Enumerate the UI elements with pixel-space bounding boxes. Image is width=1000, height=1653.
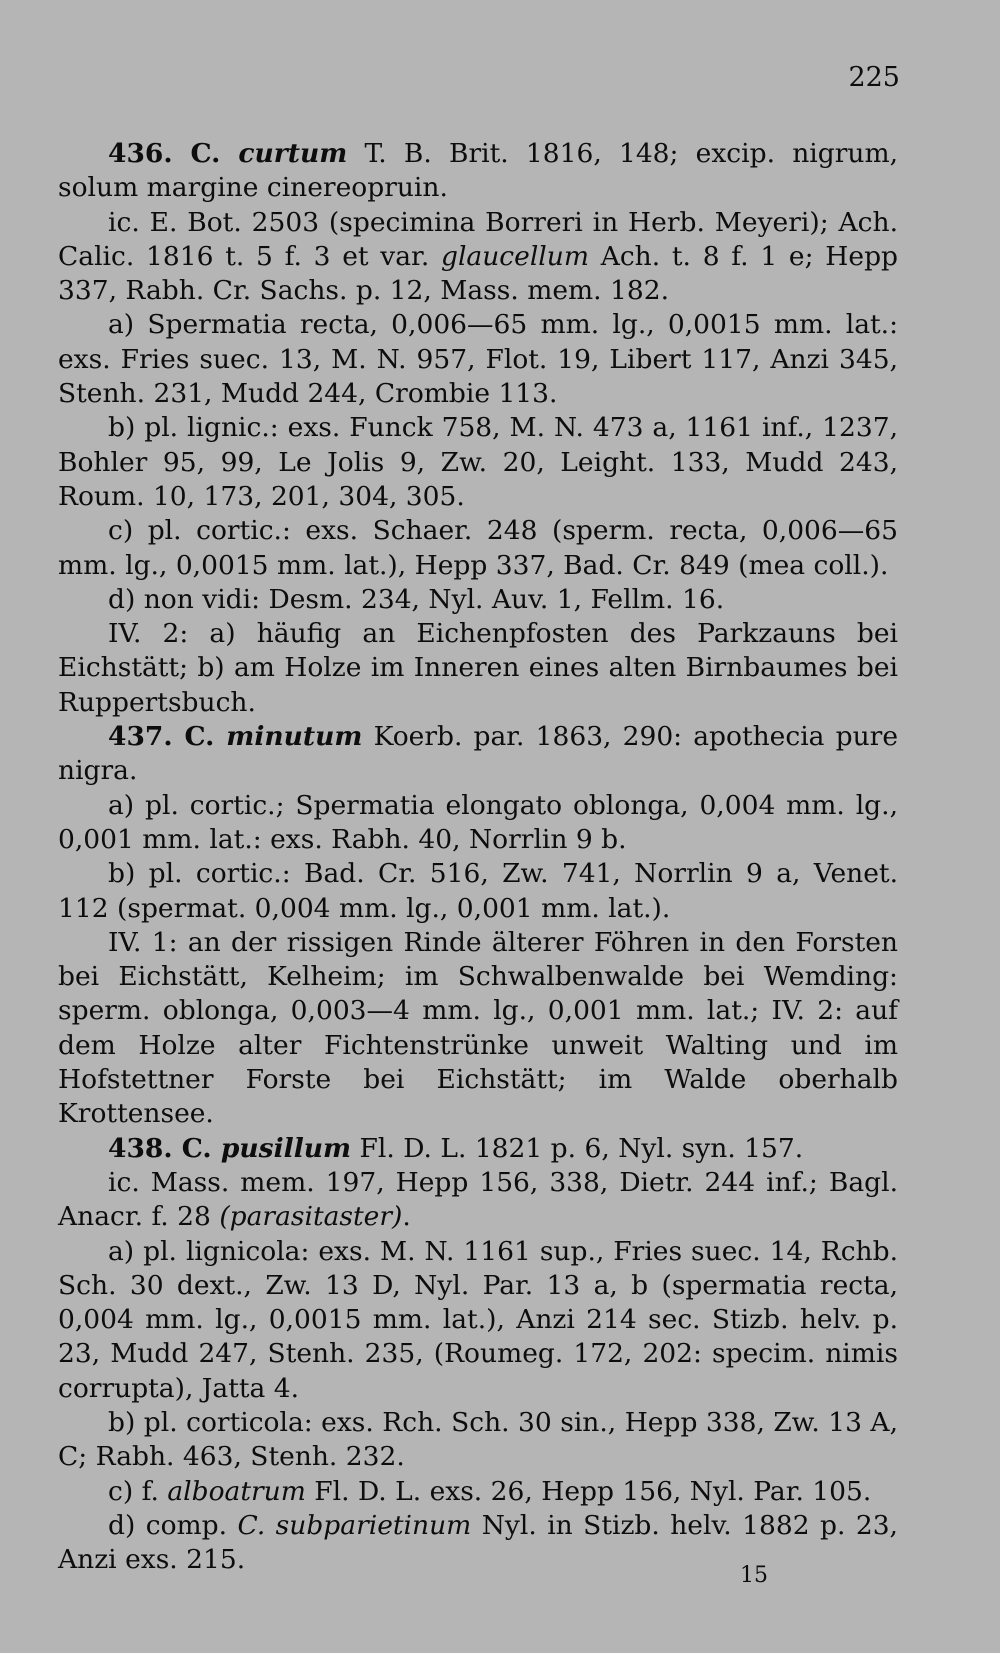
text-run: Koerb. par. 1863, 290: apothecia pure nigra. [58, 721, 898, 787]
text-run: a) Spermatia recta, 0,006—65 mm. lg., 0,0015 mm. lat.: exs. Fries suec. 13, M. N. 957, Flot. 19, Libert 117, Anzi 345, Stenh. 231, Mudd 244, Crombie 113. [58, 309, 898, 410]
text-run: ic. E. Bot. 2503 (specimina Borreri in Herb. Meyeri); Ach. Calic. 1816 t. 5 f. 3 et var. [58, 206, 898, 272]
paragraph [58, 1166, 898, 1235]
text-run: IV. 2: a) häufig an Eichenpfosten des Parkzauns bei Eichstätt; b) am Holze im Inneren eines alten Birnbaumes bei Ruppertsbuch. [58, 618, 898, 718]
entry-number: C. [172, 138, 239, 169]
paragraph [58, 789, 898, 858]
paragraph [58, 411, 898, 514]
text-run: Fl. D. L. 1821 p. 6, Nyl. syn. 157. [351, 1132, 804, 1164]
italic-text: (parasitaster) [219, 1201, 403, 1233]
paragraph [58, 617, 898, 720]
paragraph [58, 206, 898, 309]
text-run: c) pl. cortic.: exs. Schaer. 248 (sperm. recta, 0,006—65 mm. lg., 0,0015 mm. lat.), Hepp 337, Bad. Cr. 849 (mea coll.). [58, 515, 898, 581]
paragraph [58, 857, 898, 926]
paragraph [58, 720, 898, 789]
entry-number: 436. [108, 138, 173, 169]
text-run: b) pl. corticola: exs. Rch. Sch. 30 sin., Hepp 338, Zw. 13 A, C; Rabh. 463, Stenh. 232. [58, 1406, 898, 1473]
paragraph [58, 1509, 898, 1578]
text-run: Fl. D. L. exs. 26, Hepp 156, Nyl. Par. 105. [305, 1475, 872, 1507]
species-name: pusillum [220, 1132, 352, 1164]
paragraph [58, 1235, 898, 1406]
paragraph [58, 1132, 898, 1166]
body-text [58, 137, 898, 1577]
text-run: d) non vidi: Desm. 234, Nyl. Auv. 1, Fellm. 16. [108, 583, 725, 615]
text-run: IV. 1: an der rissigen Rinde älterer Föhren in den Forsten bei Eichstätt, Kelheim; im Schwalbenwalde bei Wemding: sperm. oblonga, 0,003—4 mm. lg., 0,001 mm. lat.; IV. 2: auf dem Holze alter Fichtenstrünke unweit Walting und im Hofstettner Forste bei Eichstätt; im Walde oberhalb Krottensee. [58, 926, 898, 1130]
paragraph [58, 926, 898, 1132]
paragraph [58, 1406, 898, 1475]
entry-number: C. [172, 1132, 221, 1164]
paragraph [58, 137, 898, 206]
text-run: Nyl. in Stizb. helv. 1882 p. 23, Anzi exs. 215. [58, 1509, 898, 1576]
printer-signature: 15 [740, 1563, 768, 1588]
paragraph [58, 583, 898, 617]
page-number: 225 [848, 62, 900, 93]
italic-text: alboatrum [167, 1475, 306, 1507]
entry-number: 437. [108, 721, 173, 753]
text-run: c) f. [108, 1475, 168, 1507]
text-run: ic. Mass. mem. 197, Hepp 156, 338, Dietr. 244 inf.; Bagl. Anacr. f. 28 [58, 1166, 898, 1233]
species-name: minutum [226, 721, 363, 753]
text-run: b) pl. lignic.: exs. Funck 758, M. N. 473 a, 1161 inf., 1237, Bohler 95, 99, Le Jolis 9, Zw. 20, Leight. 133, Mudd 243, Roum. 10, 173, 201, 304, 305. [58, 412, 898, 512]
paragraph [58, 514, 898, 583]
text-run: T. B. Brit. 1816, 148; excip. nigrum, solum margine cinereopruin. [58, 138, 898, 204]
species-name: curtum [238, 138, 348, 169]
italic-text: C. subparietinum [237, 1509, 472, 1541]
entry-number: 438. [108, 1132, 173, 1164]
text-run: Ach. t. 8 f. 1 e; Hepp 337, Rabh. Cr. Sachs. p. 12, Mass. mem. 182. [58, 240, 898, 307]
paragraph [58, 308, 898, 411]
paragraph [58, 1475, 898, 1509]
text-run: a) pl. lignicola: exs. M. N. 1161 sup., Fries suec. 14, Rchb. Sch. 30 dext., Zw. 13 D, Nyl. Par. 13 a, b (spermatia recta, 0,004 mm. lg., 0,0015 mm. lat.), Anzi 214 sec. Stizb. helv. p. 23, Mudd 247, Stenh. 235, (Roumeg. 172, 202: specim. nimis corrupta), Jatta 4. [58, 1235, 898, 1404]
italic-text: glaucellum [440, 240, 589, 272]
text-run: d) comp. [108, 1509, 238, 1541]
entry-number: C. [172, 721, 227, 753]
text-run: b) pl. cortic.: Bad. Cr. 516, Zw. 741, Norrlin 9 a, Venet. 112 (spermat. 0,004 mm. lg., 0,001 mm. lat.). [58, 858, 898, 924]
text-run: a) pl. cortic.; Spermatia elongato oblonga, 0,004 mm. lg., 0,001 mm. lat.: exs. Rabh. 40, Norrlin 9 b. [58, 789, 898, 855]
text-run: . [402, 1201, 411, 1233]
